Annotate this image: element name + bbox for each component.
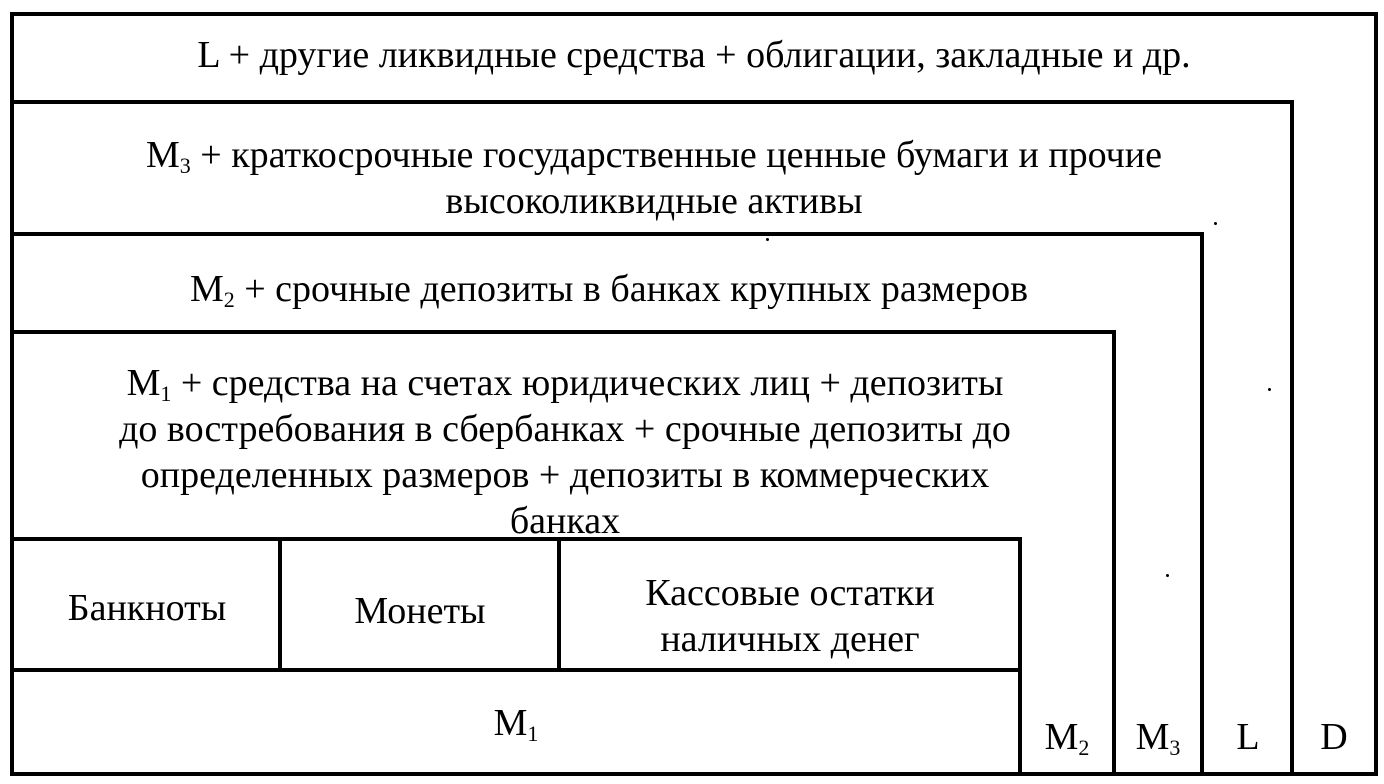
d-description: L + другие ликвидные средства + облигации, закладные и др.: [197, 34, 1191, 76]
m3-label: $M_3$: [1135, 716, 1181, 760]
speck: [1214, 222, 1217, 225]
l-description: $M_3$ + краткосрочные государственные ценные бумаги и прочие высоколиквидные активы: [145, 134, 1162, 222]
m2-label: $M_2$: [1044, 716, 1090, 760]
m1-label: $M_1$: [493, 702, 539, 746]
cash-balances-cell: Кассовые остатки наличных денег: [645, 572, 935, 660]
l-label: L: [1236, 716, 1260, 758]
speck: [1166, 574, 1169, 577]
m2-description: $M_1$ + средства на счетах юридических лиц + депозиты до востребования в сбербанках + срочные депозиты до определенных размеров + депозиты в коммерческих банках: [119, 362, 1011, 542]
speck: [766, 238, 769, 241]
speck: [1268, 388, 1271, 391]
coins-cell: Монеты: [354, 590, 486, 632]
d-label: D: [1320, 716, 1348, 758]
m3-description: $M_2$ + срочные депозиты в банках крупных размеров: [189, 268, 1029, 312]
banknotes-cell: Банкноты: [67, 587, 227, 629]
m1-cells-divider: [10, 668, 1022, 672]
